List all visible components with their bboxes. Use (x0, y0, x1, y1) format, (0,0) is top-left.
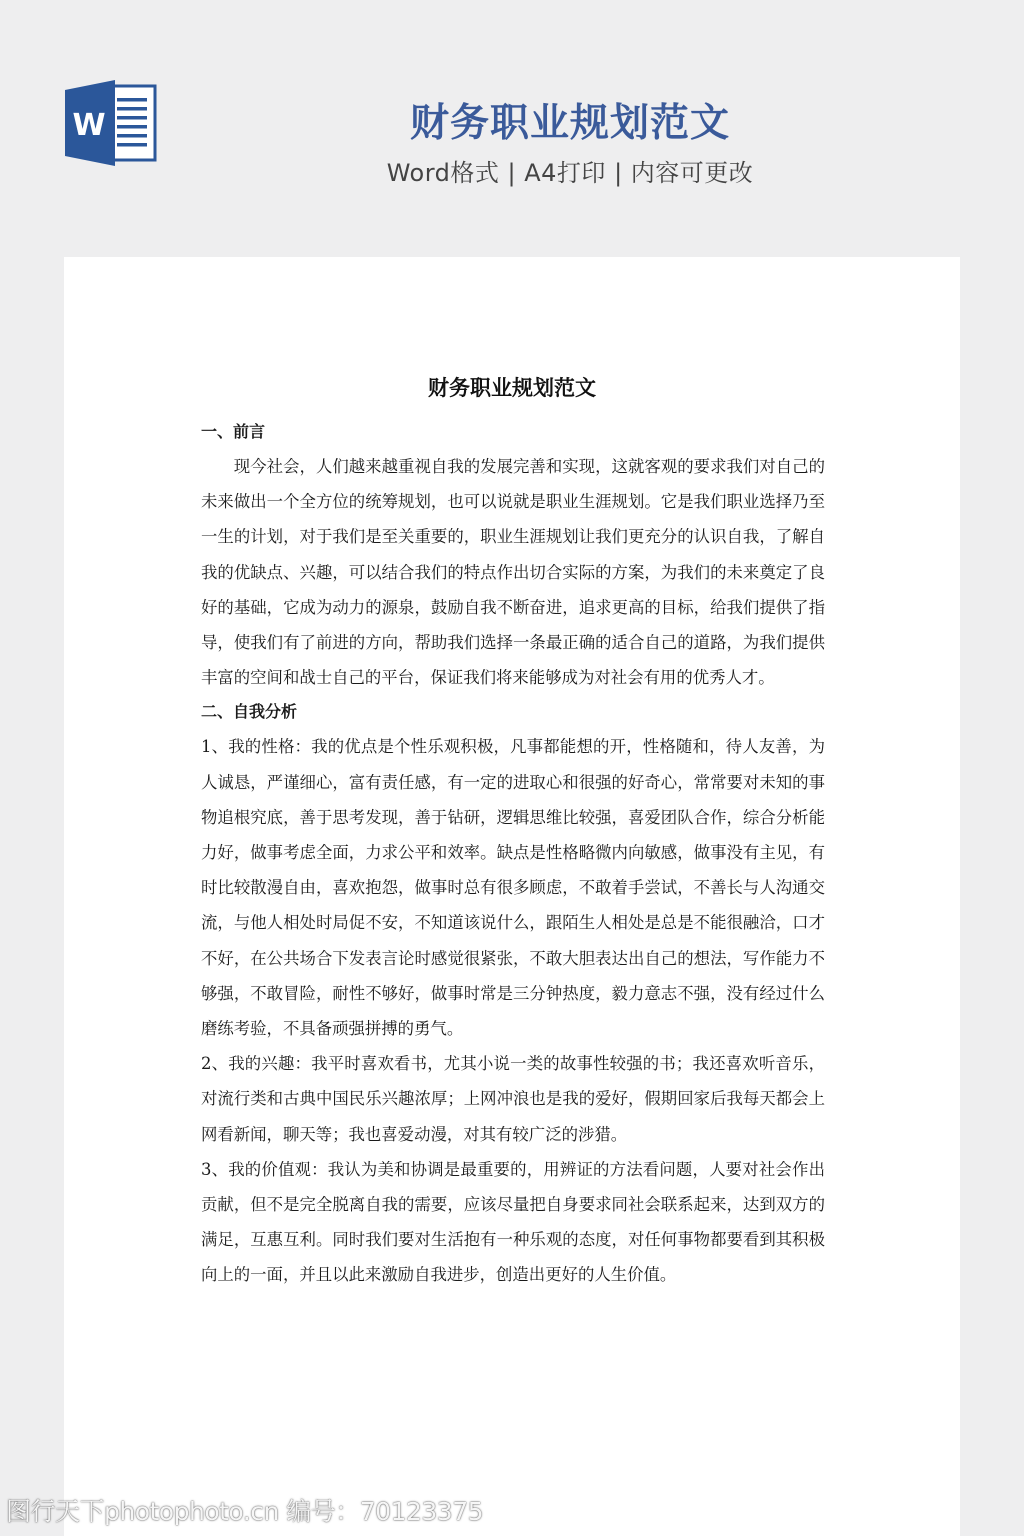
logo-letter: W (72, 108, 106, 143)
page-header (0, 0, 1024, 255)
word-document-icon (65, 80, 157, 166)
header-subtitle: Word格式 | A4打印 | 内容可更改 (386, 159, 754, 187)
document-body (201, 415, 825, 1293)
header-title: 财务职业规划范文 (409, 101, 730, 146)
document-page (64, 257, 960, 1536)
paragraph: 2、我的兴趣：我平时喜欢看书，尤其小说一类的故事性较强的书；我还喜欢听音乐，对流行类和古典中国民乐兴趣浓厚；上网冲浪也是我的爱好，假期回家后我每天都会上网看新闻，聊天等；我也喜爱动漫，对其有较广泛的涉猎。 (201, 1054, 825, 1144)
section-heading: 一、前言 (201, 422, 266, 441)
paragraph: 3、我的价值观：我认为美和协调是最重要的，用辨证的方法看问题，人要对社会作出贡献，但不是完全脱离自我的需要，应该尽量把自身要求同社会联系起来，达到双方的满足，互惠互利。同时我们要对生活抱有一种乐观的态度，对任何事物都要看到其积极向上的一面，并且以此来激励自我进步，创造出更好的人生价值。 (201, 1159, 825, 1285)
watermark: 图行天下photophoto.cn 编号：70123375 (6, 1497, 484, 1526)
paragraph: 1、我的性格：我的优点是个性乐观积极，凡事都能想的开，性格随和，待人友善，为人诚恳，严谨细心，富有责任感，有一定的进取心和很强的好奇心，常常要对未知的事物追根究底，善于思考发现，善于钻研，逻辑思维比较强，喜爱团队合作，综合分析能力好，做事考虑全面，力求公平和效率。缺点是性格略微内向敏感，做事没有主见，有时比较散漫自由，喜欢抱怨，做事时总有很多顾虑，不敢着手尝试，不善长与人沟通交流，与他人相处时局促不安，不知道该说什么，跟陌生人相处是总是不能很融洽，口才不好，在公共场合下发表言论时感觉很紧张，不敢大胆表达出自己的想法，写作能力不够强，不敢冒险，耐性不够好，做事时常是三分钟热度，毅力意志不强，没有经过什么磨练考验，不具备顽强拼搏的勇气。 (201, 737, 825, 1039)
document-title: 财务职业规划范文 (428, 375, 596, 400)
section-heading: 二、自我分析 (201, 702, 298, 722)
paragraph: 现今社会，人们越来越重视自我的发展完善和实现，这就客观的要求我们对自己的未来做出一个全方位的统筹规划，也可以说就是职业生涯规划。它是我们职业选择乃至一生的计划，对于我们是至关重要的，职业生涯规划让我们更充分的认识自我，了解自我的优缺点、兴趣，可以结合我们的特点作出切合实际的方案，为我们的未来奠定了良好的基础，它成为动力的源泉，鼓励自我不断奋进，追求更高的目标，给我们提供了指导，使我们有了前进的方向，帮助我们选择一条最正确的适合自己的道路，为我们提供丰富的空间和战士自己的平台，保证我们将来能够成为对社会有用的优秀人才。 (201, 457, 825, 688)
